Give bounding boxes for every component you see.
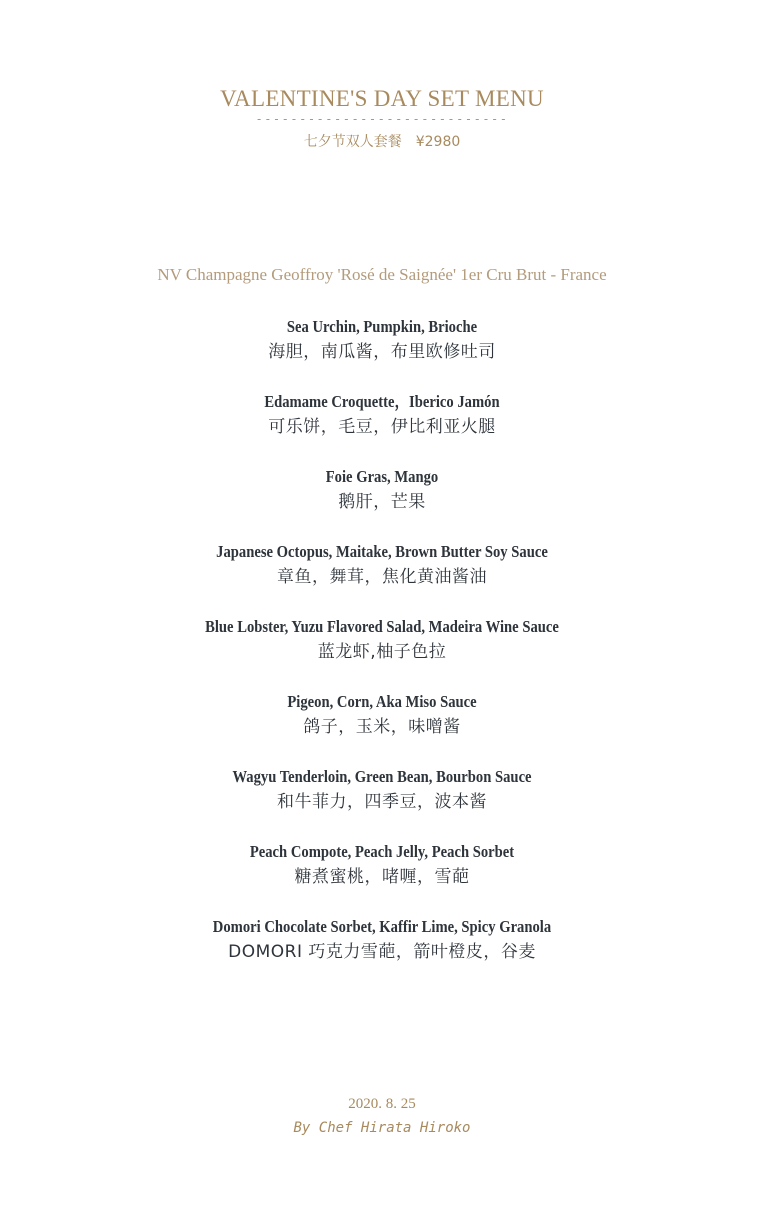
dish-item bbox=[0, 691, 764, 738]
dish-name-en: Japanese Octopus, Maitake, Brown Butter Soy Sauce bbox=[216, 542, 548, 561]
dish-name-en: Blue Lobster, Yuzu Flavored Salad, Madeira Wine Sauce bbox=[205, 617, 559, 636]
dish-item bbox=[0, 616, 764, 663]
dish-item bbox=[0, 316, 764, 363]
dish-item bbox=[0, 466, 764, 513]
menu-subtitle bbox=[0, 131, 764, 151]
dish-name-en: Peach Compote, Peach Jelly, Peach Sorbet bbox=[249, 842, 515, 861]
dish-name-cn: DOMORI 巧克力雪葩，箭叶橙皮，谷麦 bbox=[228, 942, 536, 962]
menu-title: VALENTINE'S DAY SET MENU bbox=[220, 86, 544, 111]
menu-date: 2020. 8. 25 bbox=[348, 1096, 416, 1112]
dish-item bbox=[0, 541, 764, 588]
dish-name-en: Edamame Croquette，Iberico Jamón bbox=[264, 392, 500, 411]
wine-pairing: NV Champagne Geoffroy 'Rosé de Saignée' 1er Cru Brut - France bbox=[157, 265, 607, 284]
dish-name-en: Domori Chocolate Sorbet, Kaffir Lime, Spicy Granola bbox=[212, 917, 552, 936]
dish-item bbox=[0, 391, 764, 438]
dish-name-cn: 蓝龙虾,柚子色拉 bbox=[317, 642, 447, 662]
dish-name-en: Wagyu Tenderloin, Green Bean, Bourbon Sauce bbox=[232, 767, 532, 786]
dish-name-en: Foie Gras, Mango bbox=[325, 467, 439, 486]
dish-name-cn: 和牛菲力，四季豆，波本酱 bbox=[277, 792, 487, 812]
dish-name-cn: 鹅肝，芒果 bbox=[338, 492, 426, 512]
dish-name-cn: 鸽子，玉米，味噌酱 bbox=[303, 717, 461, 737]
dish-item bbox=[0, 766, 764, 813]
chef-credit: By Chef Hirata Hiroko bbox=[293, 1120, 471, 1136]
dish-item bbox=[0, 916, 764, 963]
subtitle-cn: 七夕节双人套餐 bbox=[303, 134, 402, 150]
dish-name-cn: 可乐饼，毛豆，伊比利亚火腿 bbox=[268, 417, 496, 437]
title-divider: ----------------------------- bbox=[255, 112, 509, 126]
dish-name-cn: 海胆，南瓜酱，布里欧修吐司 bbox=[268, 342, 496, 362]
dish-name-en: Pigeon, Corn, Aka Miso Sauce bbox=[287, 692, 477, 711]
dish-item bbox=[0, 841, 764, 888]
dish-name-en: Sea Urchin, Pumpkin, Brioche bbox=[286, 317, 478, 336]
dish-name-cn: 章鱼，舞茸，焦化黄油酱油 bbox=[277, 567, 487, 587]
menu-price: ¥2980 bbox=[415, 134, 461, 150]
dish-name-cn: 糖煮蜜桃，啫喱，雪葩 bbox=[294, 867, 470, 887]
